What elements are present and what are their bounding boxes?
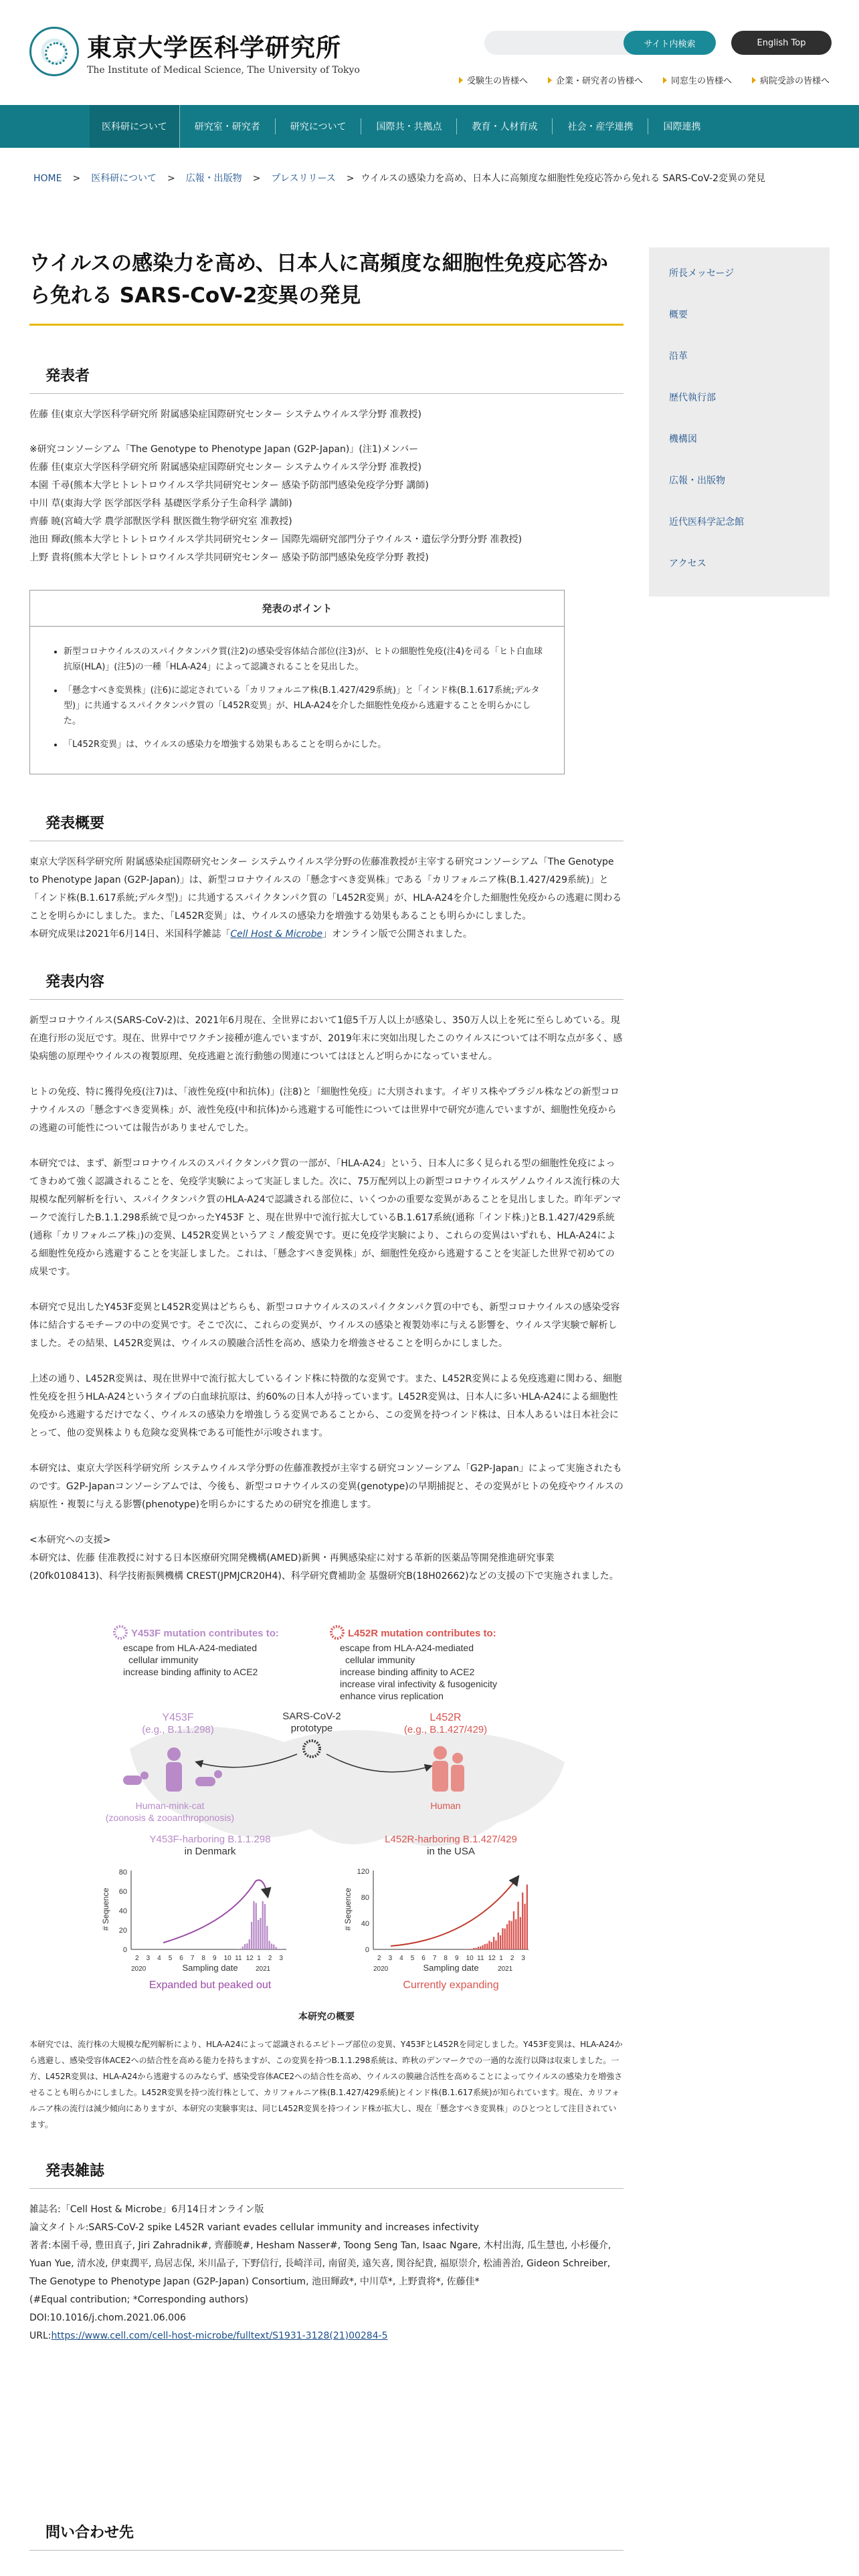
sidebar <box>649 247 830 597</box>
l452r-title: L452R mutation contributes to: <box>348 1628 496 1639</box>
histogram-bar <box>513 1911 514 1949</box>
histogram-bar <box>510 1921 512 1949</box>
audience-link-patients[interactable]: 病院受診の皆様へ <box>752 74 830 86</box>
journal-line: DOI:10.1016/j.chom.2021.06.006 <box>29 2313 186 2323</box>
mink-label: Human-mink-cat <box>135 1800 205 1811</box>
sidebar-item-message[interactable]: 所長メッセージ <box>669 268 735 279</box>
histogram-bar <box>249 1939 250 1949</box>
site-header <box>0 0 859 105</box>
y453f-point: escape from HLA-A24-mediated <box>123 1642 257 1653</box>
section-heading-contact: 問い合わせ先 <box>29 2521 624 2551</box>
histogram-bar <box>266 1926 268 1949</box>
chart1-ytick: 20 <box>118 1927 127 1935</box>
chart2-ytick: 40 <box>361 1920 369 1928</box>
journal-line: 雑誌名:「Cell Host & Microbe」6月14日オンライン版 <box>29 2204 264 2215</box>
nav-item-joint[interactable]: 国際共・共拠点 <box>361 118 457 134</box>
x-tick-label: 9 <box>455 1955 459 1962</box>
x-tick-label: 1 <box>499 1955 503 1962</box>
histogram-bar <box>491 1942 492 1949</box>
consortium-list <box>29 441 624 567</box>
x-tick-label: 8 <box>201 1955 205 1962</box>
summary-text: 東京大学医科学研究所 附属感染症国際研究センター システムウイルス学分野の佐藤准教授が主宰する研究コンソーシアム「The Genotype to Phenotype Japan (G2P-Japan)」は、新型コロナウイルスの「懸念すべき変異株」である「カリフォルニア株(B.1.427/429系統)」と「インド株(B.1.617系統;デルタ型)」に共通するスパイクタンパク質の「L452R変異」が、HLA-A24を介した細胞性免疫からの逃避に関わることを明らかにしました。また、「L452R変異」は、ウイルスの感染力を増強する効果もあることも明らかにしました。 <box>29 857 622 922</box>
logo-emblem-icon <box>29 27 79 76</box>
consortium-line: 齊藤 暁(宮崎大学 農学部獣医学科 獣医微生物学研究室 准教授) <box>29 516 292 527</box>
x-tick-label: 5 <box>168 1955 173 1962</box>
chart1-ytick: 0 <box>122 1946 127 1954</box>
consortium-line: 上野 貴将(熊本大学ヒトレトロウイルス学共同研究センター 感染予防部門感染免疫学分野 教授) <box>29 552 429 563</box>
sidebar-item-access[interactable]: アクセス <box>669 558 706 569</box>
key-point: • 「L452R変異」は、ウイルスの感染力を増強する効果もあることを明らかにした。 <box>64 737 544 752</box>
histogram-bar <box>473 1948 474 1949</box>
chart1-xlabel: Sampling date <box>182 1963 238 1973</box>
summary-pub-post: 」オンライン版で公開されました。 <box>322 929 472 940</box>
key-point: • 新型コロナウイルスのスパイクタンパク質(注2)の感染受容体結合部位(注3)が、ヒトの細胞性免疫(注4)を司る「ヒト白血球抗原(HLA)」(注5)の一種「HLA-A24」によって認識されることを見出した。 <box>64 644 544 675</box>
contact-section <box>29 2521 624 2563</box>
logo-title-en: The Institute of Medical Science, The University of Tokyo <box>87 65 360 76</box>
support-title: <本研究への支援> <box>29 1535 111 1545</box>
histogram-bar <box>475 1948 476 1949</box>
journal-line: 著者:本園千尋, 豊田真子, Jiri Zahradnik#, 齊藤暁#, Hesham Nasser#, Toong Seng Tan, Isaac Ngare, 木村出海, 瓜生慧也, 小杉優介, Yuan Yue, 清水凌, 伊東潤平, 鳥居志保, 米川晶子, 下野信行, 長崎洋司, 南留美, 遠矢喜, 関谷紀貴, 福原崇介, 松浦善治, Gideon Schreiber, The Genotype to Phenotype Japan (G2P-Japan) Consortium, 池田輝政*, 中川草*, 上野貴将*, 佐藤佳* <box>29 2240 611 2287</box>
x-tick-label: 2 <box>135 1955 139 1962</box>
english-top-button[interactable]: English Top <box>731 31 832 55</box>
chart2-year-2020: 2020 <box>373 1965 389 1973</box>
content-paragraph: 本研究は、東京大学医科学研究所 システムウイルス学分野の佐藤准教授が主宰する研究コンソーシアム「G2P-Japan」によって実施されたものです。G2P-Japanコンソーシアムでは、今後も、新型コロナウイルスの変異(genotype)の早期捕捉と、その変異がヒトの免疫やウイルスの病原性・複製に与える影響(phenotype)を明らかにするための研究を推進します。 <box>29 1463 624 1510</box>
presenter-main: 佐藤 佳(東京大学医科学研究所 附属感染症国際研究センター システムウイルス学分野 准教授) <box>29 409 421 420</box>
histogram-bar <box>244 1944 246 1949</box>
sidebar-item-museum[interactable]: 近代医科学記念館 <box>669 517 744 528</box>
histogram-bar <box>251 1922 252 1949</box>
histogram-bar <box>506 1924 508 1949</box>
section-heading-summary: 発表概要 <box>29 812 624 841</box>
nav-item-labs[interactable]: 研究室・研究者 <box>180 118 276 134</box>
chart2-ytick: 120 <box>357 1868 369 1876</box>
support-text: 本研究は、佐藤 佳准教授に対する日本医療研究開発機構(AMED)新興・再興感染症に対する革新的医薬品等開発推進研究事業(20fk0108413)、科学技術振興機構 CREST(JPMJCR20H4)、科学研究費補助金 基盤研究B(18H02662)などの支援の下で実施されました。 <box>29 1553 619 1582</box>
y453f-icon <box>114 1626 126 1638</box>
histogram-bar <box>488 1941 490 1949</box>
histogram-bar <box>275 1947 276 1949</box>
histogram-bar <box>268 1941 270 1949</box>
y453f-point: increase binding affinity to ACE2 <box>123 1667 258 1677</box>
histogram-bar <box>482 1945 483 1949</box>
consortium-line: 中川 草(東海大学 医学部医学科 基礎医学系分子生命科学 講師) <box>29 498 292 509</box>
histogram-bar <box>524 1904 525 1949</box>
x-tick-label: 9 <box>213 1955 217 1962</box>
breadcrumb-sep-3: > <box>252 173 261 184</box>
right-variant-label: L452R <box>430 1712 462 1723</box>
l452r-point: escape from HLA-A24-mediated <box>340 1642 474 1653</box>
x-tick-label: 6 <box>421 1955 425 1962</box>
center-sub: prototype <box>290 1723 333 1734</box>
x-tick-label: 7 <box>190 1955 195 1962</box>
histogram-bar <box>515 1919 516 1949</box>
sidebar-item-organization[interactable]: 機構図 <box>669 434 697 445</box>
x-tick-label: 12 <box>246 1955 254 1962</box>
nav-item-international[interactable]: 国際連携 <box>663 122 701 132</box>
summary-publication <box>29 926 624 944</box>
histogram-bar <box>256 1903 257 1949</box>
histogram-bar <box>258 1920 259 1949</box>
nav-item-society[interactable]: 社会・産学連携 <box>553 118 648 134</box>
chart1-ytick: 80 <box>118 1868 127 1876</box>
key-points-title: 発表のポイント <box>30 591 564 627</box>
histogram-bar <box>478 1947 479 1949</box>
chart1-ytick: 40 <box>118 1907 127 1915</box>
logo-title-jp: 東京大学医科学研究所 <box>87 33 341 62</box>
histogram-bar <box>480 1946 481 1949</box>
page-title: ウイルスの感染力を高め、日本人に高頻度な細胞性免疫応答から免れる SARS-CoV-2変異の発見 <box>29 247 624 326</box>
section-heading-journal: 発表雑誌 <box>29 2159 624 2189</box>
chart1-footnote: Expanded but peaked out <box>149 1979 272 1991</box>
sidebar-item-history[interactable]: 沿革 <box>669 351 688 362</box>
y453f-point: cellular immunity <box>128 1654 199 1665</box>
x-tick-label: 8 <box>444 1955 448 1962</box>
x-tick-label: 11 <box>477 1955 484 1962</box>
content-paragraph: 本研究では、まず、新型コロナウイルスのスパイクタンパク質の一部が、「HLA-A24」という、日本人に多く見られる型の細胞性免疫によってきわめて強く認識されることを、免疫学実験によって実証しました。次に、75万配列以上の新型コロナウイルスゲノムウイルス流行株の大規模な配列解析を行い、スパイクタンパク質のHLA-A24で認識される部位に、いくつかの重要な変異があることを見出しました。昨年デンマークで流行したB.1.1.298系統で見つかったY453F と、現在世界中で流行拡大しているB.1.617系統(通称「インド株」)とB.1.427/429系統(通称「カリフォルニア株」)の変異、L452R変異というアミノ酸変異です。更に免疫学実験により、これらの変異はいずれも、HLA-A24による細胞性免疫から逃避することを実証しました。これは、「懸念すべき変異株」が、細胞性免疫から逃避することを実証した世界で初めての成果です。 <box>29 1158 622 1277</box>
histogram-bar <box>262 1901 264 1949</box>
consortium-line: 本園 千尋(熊本大学ヒトレトロウイルス学共同研究センター 感染予防部門感染免疫学分野 講師) <box>29 480 429 491</box>
histogram-bar <box>500 1935 501 1949</box>
histogram-bar <box>495 1941 496 1949</box>
breadcrumb-sep-4: > <box>346 173 355 184</box>
x-tick-label: 2 <box>268 1955 272 1962</box>
site-search-button[interactable]: サイト内検索 <box>624 31 716 55</box>
left-variant-label: Y453F <box>162 1712 194 1723</box>
consortium-line: ※研究コンソーシアム「The Genotype to Phenotype Japan (G2P-Japan)」(注1)メンバー <box>29 444 419 455</box>
breadcrumb <box>29 170 832 187</box>
chart1-sub: in Denmark <box>184 1846 236 1857</box>
nav-item-about[interactable]: 医科研について <box>90 105 180 148</box>
sidebar-item-overview[interactable]: 概要 <box>669 310 688 320</box>
nav-item-research[interactable]: 研究について <box>276 118 362 134</box>
section-heading-presenters: 発表者 <box>29 364 624 394</box>
audience-link-companies[interactable]: 企業・研究者の皆様へ <box>548 74 643 86</box>
chart2-year-2021: 2021 <box>498 1965 513 1973</box>
chart2-ylabel: # Sequence <box>343 1887 353 1931</box>
chart1-year-2021: 2021 <box>256 1965 271 1973</box>
histogram-bar <box>246 1943 248 1949</box>
sidebar-item-executives[interactable]: 歴代執行部 <box>669 393 716 403</box>
x-tick-label: 10 <box>223 1955 231 1962</box>
chart1-ytick: 60 <box>118 1888 127 1896</box>
nav-item-education[interactable]: 教育・人材育成 <box>457 118 553 134</box>
l452r-point: enhance virus replication <box>340 1691 444 1701</box>
breadcrumb-home[interactable]: HOME <box>33 173 62 184</box>
consortium-line: 池田 輝政(熊本大学ヒトレトロウイルス学共同研究センター 国際先端研究部門分子ウイルス・遺伝学分野分野 准教授) <box>29 534 522 545</box>
chart1-year-2020: 2020 <box>131 1965 147 1973</box>
research-summary-figure <box>29 1608 624 2036</box>
chart2-bars <box>460 1885 528 1949</box>
audience-links <box>459 74 830 86</box>
histogram-bar <box>504 1929 506 1949</box>
breadcrumb-current: ウイルスの感染力を高め、日本人に高頻度な細胞性免疫応答から免れる SARS-CoV-2変異の発見 <box>361 173 765 184</box>
l452r-point: cellular immunity <box>345 1654 415 1665</box>
consortium-line: 佐藤 佳(東京大学医科学研究所 附属感染症国際研究センター システムウイルス学分野 准教授) <box>29 462 421 473</box>
histogram-bar <box>260 1918 261 1949</box>
key-points-box <box>29 590 565 774</box>
chart2-sub: in the USA <box>427 1846 475 1857</box>
x-tick-label: 12 <box>488 1955 496 1962</box>
x-tick-label: 10 <box>466 1955 474 1962</box>
figure-caption: 本研究の概要 <box>298 2012 355 2022</box>
x-tick-label: 11 <box>235 1955 242 1962</box>
chart2-ytick: 0 <box>365 1946 369 1954</box>
l452r-point: increase viral infectivity & fusogenicity <box>340 1679 497 1689</box>
histogram-bar <box>242 1947 244 1949</box>
figure-svg <box>29 1608 624 2036</box>
x-tick-label: 1 <box>257 1955 261 1962</box>
chart1-ylabel: # Sequence <box>101 1887 110 1931</box>
journal-info <box>29 2201 624 2345</box>
chart1-bars <box>227 1901 284 1949</box>
histogram-bar <box>522 1893 523 1949</box>
breadcrumb-sep-2: > <box>167 173 175 184</box>
content-paragraph: ヒトの免疫、特に獲得免疫(注7)は、「液性免疫(中和抗体)」(注8)と「細胞性免疫」に大別されます。イギリス株やブラジル株などの新型コロナウイルスの「懸念すべき変異株」が、液性免疫(中和抗体)から逃避する可能性については世界中で研究が進んでいますが、細胞性免疫からの逃避の可能性については報告がありませんでした。 <box>29 1087 619 1134</box>
breadcrumb-sep-1: > <box>72 173 81 184</box>
journal-link[interactable]: Cell Host & Microbe <box>230 929 323 940</box>
histogram-bar <box>493 1937 494 1949</box>
journal-line: 論文タイトル:SARS-CoV-2 spike L452R variant evades cellular immunity and increases infectivity <box>29 2222 479 2233</box>
histogram-bar <box>508 1921 510 1949</box>
x-tick-label: 3 <box>146 1955 151 1962</box>
right-variant-sub: (e.g., B.1.427/429) <box>403 1724 488 1735</box>
breadcrumb-press[interactable]: プレスリリース <box>271 173 336 184</box>
x-tick-label: 3 <box>388 1955 393 1962</box>
sidebar-item-publications[interactable]: 広報・出版物 <box>669 475 725 486</box>
center-label: SARS-CoV-2 <box>282 1711 341 1722</box>
chart2-xlabel: Sampling date <box>423 1963 479 1973</box>
histogram-bar <box>271 1943 272 1949</box>
key-point: • 「懸念すべき変異株」(注6)に認定されている「カリフォルニア株(B.1.427/429系統)」と「インド株(B.1.617系統;デルタ型)」に共通するスパイクタンパク質の「L452R変異」が、HLA-A24を介した細胞性免疫から逃避することを明らかにした。 <box>64 683 544 729</box>
global-nav <box>0 105 859 148</box>
x-tick-label: 2 <box>377 1955 381 1962</box>
histogram-bar <box>517 1902 518 1949</box>
journal-line: (#Equal contribution; *Corresponding authors) <box>29 2294 249 2305</box>
chart1-title: Y453F-harboring B.1.1.298 <box>149 1834 271 1845</box>
l452r-icon <box>331 1626 343 1638</box>
journal-url-link[interactable]: https://www.cell.com/cell-host-microbe/fulltext/S1931-3128(21)00284-5 <box>51 2331 388 2341</box>
audience-link-students[interactable]: 受験生の皆様へ <box>459 74 528 86</box>
world-map-shape <box>130 1727 565 1846</box>
histogram-bar <box>264 1904 266 1949</box>
figure-note: 本研究では、流行株の大規模な配列解析により、HLA-A24によって認識されるエピトープ部位の変異、Y453FとL452Rを同定しました。Y453F変異は、HLA-A24から逃避し、感染受容体ACE2への結合性を高める能力を持ちますが、この変異を持つB.1.1.298系統は、昨秋のデンマークでの一過的な流行以降は収束しました。一方、L452R変異は、HLA-A24から逃避するのみならず、感染受容体ACE2への結合性を高め、ウイルスの膜融合活性を高めることによってウイルスの感染力を増強させることも明らかにしました。L452R変異を持つ流行株として、カリフォルニア株(B.1.427/429系統)とインド株(B.1.617系統)が知られています。現在、カリフォルニア株の流行は減少傾向にありますが、本研究の実験事実は、同じL452R変異を持つインド株が拡大し、現在「懸念すべき変異株」のひとつとして注目されています。 <box>29 2040 623 2129</box>
histogram-bar <box>273 1945 274 1949</box>
article <box>29 247 624 2345</box>
chart2-ytick: 80 <box>361 1894 369 1902</box>
content-paragraph: 上述の通り、L452R変異は、現在世界中で流行拡大しているインド株に特徴的な変異です。また、L452R変異による免疫逃避に関わる、細胞性免疫を担うHLA-A24というタイプの白血球抗原は、約60%の日本人が持っています。L452R変異は、日本人に多いHLA-A24による細胞性免疫から逃避するだけでなく、ウイルスの感染力を増強しうる変異であることから、この変異を持つインド株は、日本人あるいは日本社会にとって、他の変異株よりも危険な変異株である可能性が示唆されます。 <box>29 1374 622 1438</box>
histogram-bar <box>486 1943 488 1949</box>
x-tick-label: 3 <box>521 1955 525 1962</box>
content-paragraph: 本研究で見出したY453F変異とL452R変異はどちらも、新型コロナウイルスのスパイクタンパク質の中でも、新型コロナウイルスの感染受容体に結合するモチーフの中の変異です。そこで次に、これらの変異が、ウイルスの感染と複製効率に与える影響を、ウイルス学実験で解析しました。その結果、L452R変異は、ウイルスの膜融合活性を高め、感染力を増強させることを明らかにしました。 <box>29 1302 620 1349</box>
chart2-title: L452R-harboring B.1.427/429 <box>385 1834 517 1845</box>
y453f-title: Y453F mutation contributes to: <box>131 1628 279 1639</box>
mink-sub: (zoonosis & zooanthroponosis) <box>105 1812 235 1823</box>
x-tick-label: 4 <box>399 1955 403 1962</box>
x-tick-label: 2 <box>510 1955 514 1962</box>
histogram-bar <box>484 1944 486 1949</box>
section-heading-content: 発表内容 <box>29 970 624 1000</box>
histogram-bar <box>253 1901 254 1949</box>
left-variant-sub: (e.g., B.1.1.298) <box>142 1724 214 1735</box>
human-label: Human <box>430 1800 461 1811</box>
site-logo[interactable] <box>29 27 360 76</box>
content-paragraph: 新型コロナウイルス(SARS-CoV-2)は、2021年6月現在、全世界において1億5千万人以上が感染し、350万人以上を死に至らしめている。現在進行形の災厄です。現在、世界中でワクチン接種が進んでいますが、2019年末に突如出現したこのウイルスについては不明な点が多く、感染病態の原理やウイルスの複製原理、免疫逃避と流行動態の関連についてはほとんど明らかになっていません。 <box>29 1015 623 1062</box>
breadcrumb-pr[interactable]: 広報・出版物 <box>185 173 242 184</box>
x-tick-label: 4 <box>157 1955 161 1962</box>
histogram-bar <box>498 1933 499 1949</box>
journal-url-label: URL: <box>29 2331 52 2341</box>
x-tick-label: 5 <box>410 1955 415 1962</box>
histogram-bar <box>527 1885 528 1949</box>
breadcrumb-about[interactable]: 医科研について <box>91 173 157 184</box>
histogram-bar <box>502 1928 503 1949</box>
x-tick-label: 6 <box>179 1955 183 1962</box>
x-tick-label: 7 <box>432 1955 437 1962</box>
chart2-footnote: Currently expanding <box>403 1979 499 1991</box>
audience-link-alumni[interactable]: 同窓生の皆様へ <box>663 74 732 86</box>
l452r-point: increase binding affinity to ACE2 <box>340 1667 475 1677</box>
summary-pub-pre: 本研究成果は2021年6月14日、米国科学雑誌「 <box>29 929 231 940</box>
histogram-bar <box>520 1917 521 1949</box>
x-tick-label: 3 <box>279 1955 283 1962</box>
